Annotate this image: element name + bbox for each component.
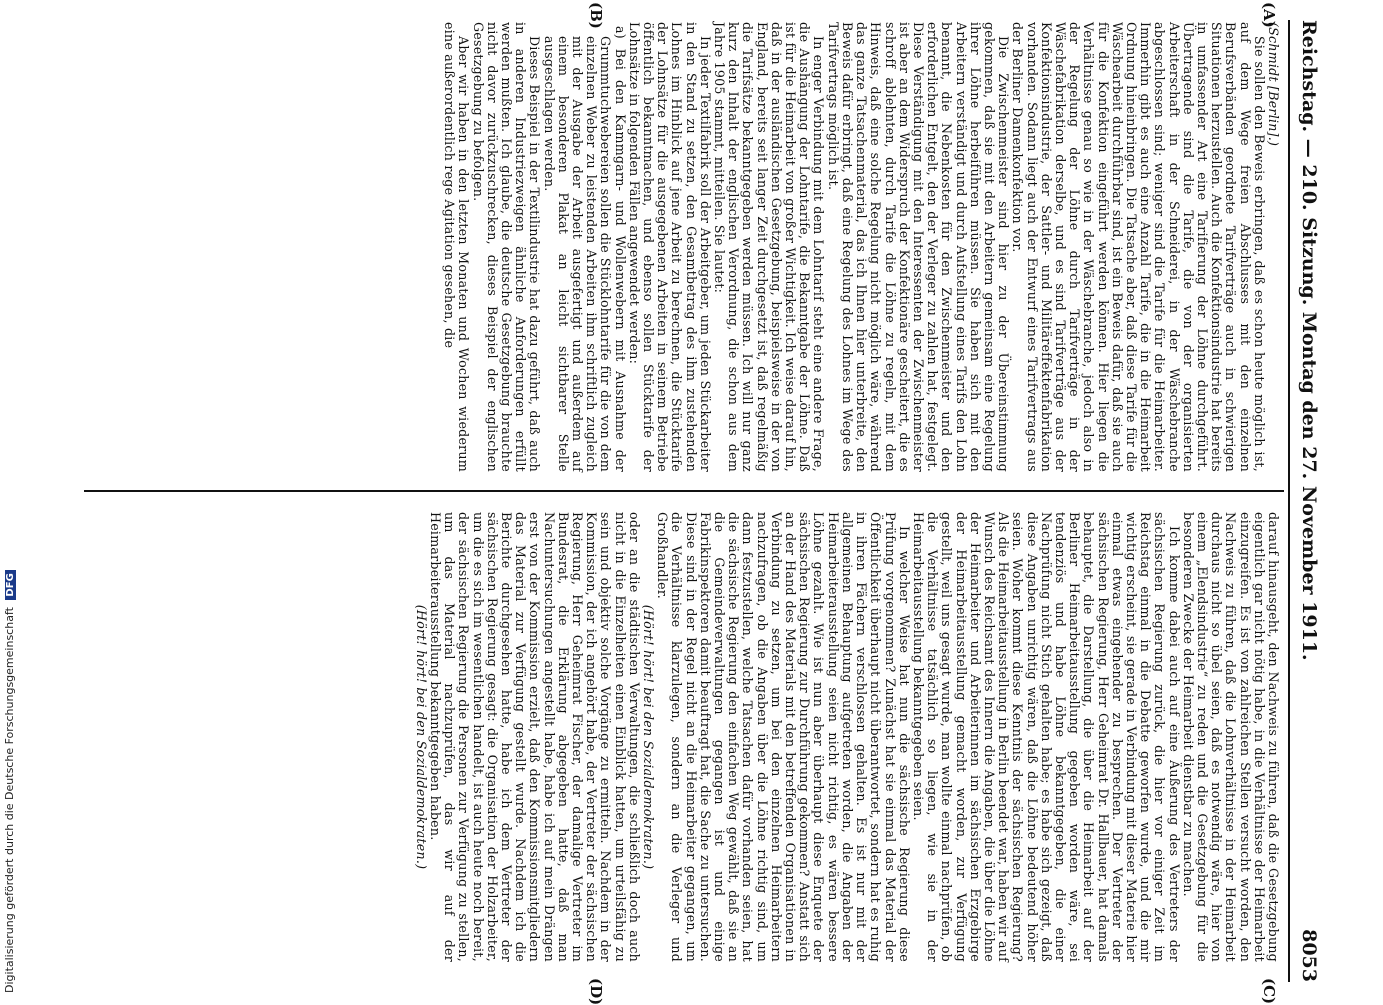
paragraph: Sie sollen den Beweis erbringen, daß es schon heute möglich ist, auf dem Wege freien Abschlusses mit den einzelnen Berufsverbänden geordnete Tarifverträge auch in schwierigen Situationen herzustellen. Auch die Konfektionsindustrie hat bereits in umfassender Art eine Tarifierung der Löhne durchgeführt. Übertragende sind die Tarife, die von der organisierten Arbeiterschaft in der Schneiderei, in der Wäschebranche abgeschlossen sind; weniger sind die Tarife für die Heimarbeiter. Immerhin gibt es auch eine Anzahl Tarife, die in die Heimarbeit Ordnung hineinbringen. Die Tatsache aber, daß diese Tarife für die Wäschearbeit durchführbar sind, ist ein Beweis dafür, daß sie auch für die Konfektion eingeführt werden können. Hier liegen die Verhältnisse genau so wie in der Wäschebranche, jedoch also in der Regelung der Löhne durch Tarifverträge in der Wäschefabrikation derselbe, und es sind Tarifverträge aus der Konfektionsindustrie, der Sattler- und Militäreffektenfabrikation vorhanden. Sodann liegt auch der Entwurf eines Tarifvertrags aus der Berliner Damenkonfektion vor. xyxy=(1010,22,1267,472)
header-title: Reichstag. — 210. Sitzung. Montag den 27. November 1911. xyxy=(1298,20,1320,661)
paragraph: Die Zwischenmeister sind hier zu der Übereinstimmung gekommen, daß sie mit den Arbeitern gemeinsam eine Regelung ihrer Löhne herbeiführen müssen. Sie haben sich mit den Arbeitern verständigt und durch Aufstellung eines Tarifs den Lohn benannt, die Nebenkosten für den Zwischenmeister und den erforderlichen Entgelt, den der Verleger zu zahlen hat, festgelegt. Diese Verständigung mit den Interessenten der Zwischenmeister ist aber an dem Widerspruch der Konfektionäre gescheitert, die es schroff ablehnten, durch Tarife die Löhne zu regeln, mit dem Hinweis, daß eine solche Regelung nicht möglich wäre, während das ganze Tatsachenmaterial, das ich Ihnen hier unterbreite, den Beweis dafür erbringt, daß eine Regelung des Lohnes im Wege des Tarifvertrags möglich ist. xyxy=(825,22,1012,472)
paragraph: darauf hinausgeht, den Nachweis zu führen, daß die Gesetzgebung eigentlich gar nicht nötig habe, in die Verhältnisse der Heimarbeit einzugreifen. Es ist von zahlreichen Stellen versucht worden, den Nachweis zu führen, daß die Lohnverhältnisse in der Heimarbeit durchaus nicht so übel seien, daß es notwendig wäre, hier von einem „Elendsindustrie“ zu reden und die Gesetzgebung für die besonderen Zwecke der Heimarbeit dienstbar zu machen. xyxy=(1180,512,1281,962)
speaker-name: (Schmidt [Berlin].) xyxy=(1266,22,1281,147)
left-column xyxy=(442,22,1280,472)
paragraph: Dieses Beispiel in der Textilindustrie hat dazu geführt, daß auch in anderen Industriezweigen ähnliche Anforderungen erfüllt werden mußten. Ich glaube, die deutsche Gesetzgebung brauchte nicht davor zurückzuschrecken, dieses Beispiel der englischen Gesetzgebung zu befolgen. xyxy=(470,22,543,472)
paragraph: Ich komme dabei auch auf eine Äußerung des Vertreters der sächsischen Regierung zurück, die hier vor einiger Zeit im Reichstag einmal in die Debatte geworfen wurde, und die mir wichtig erscheint, sie gerade in Verbindung mit dieser Materie hier einmal etwas eingehender zu besprechen. Der Vertreter der sächsischen Regierung, Herr Geheimrat Dr. Hallbauer, hat damals behauptet, die Darstellung, die über die Heimarbeit auf der Berliner Heimarbeitausstellung gegeben worden wäre, sei tendenziös und habe Löhne bekanntgegeben, die einer Nachprüfung nicht Stich gehalten habe; es habe sich gezeigt, daß diese Angaben unrichtig wären, daß die Löhne bedeutend höher seien. Woher kommt diese Kenntnis der sächsischen Regierung? Als die Heimarbeitausstellung in Berlin beendet war, haben wir auf Wunsch des Reichsamt des Innern die Angaben, die über die Löhne der Heimarbeiter und Arbeiterinnen im sächsischen Erzgebirge der Heimarbeitausstellung gemacht worden, zur Verfügung gestellt, weil uns gesagt wurde, man wollte einmal nachprüfen, ob die Verhältnisse tatsächlich so liegen, wie sie in der Heimarbeitausstellung bekanntgegeben seien. xyxy=(910,512,1182,962)
credit-sidebar xyxy=(0,0,22,1000)
page-number: 8053 xyxy=(1298,929,1320,982)
paragraph: Aber wir haben in den letzten Monaten und Wochen wiederum eine außerordentlich rege Agitation gesehen, die xyxy=(442,22,472,472)
page-header xyxy=(1288,20,1324,982)
margin-letter-a: (A) xyxy=(1260,2,1278,28)
margin-letter-c: (C) xyxy=(1260,978,1278,1005)
dfg-logo: DFG xyxy=(5,570,16,599)
credit-text xyxy=(3,3,16,993)
column-divider xyxy=(84,490,1284,492)
interjection: (Hört! hört! bei den Sozialdemokraten.) xyxy=(413,604,429,870)
paragraph: In enger Verbindung mit dem Lohntarif steht eine andere Frage, die Aushängung der Lohntarife, die Bekanntgabe der Löhne. Daß ist für die Heimarbeit von großer Wichtigkeit. Ich weise darauf hin, daß in der ausländischen Gesetzgebung, beispielsweise in der von England, bereits seit langer Zeit durchgesetzt ist, daß regelmäßig die Tarifsätze bekanntgegeben werden müssen. Ich will nur ganz kurz den Inhalt der englischen Verordnung, die schon aus dem Jahre 1905 stammt, mitteilen. Sie lautet: xyxy=(712,22,827,472)
credit-label: Digitalisierung gefördert durch die Deutsche Forschungsgemeinschaft xyxy=(3,607,16,993)
margin-letter-d: (D) xyxy=(587,978,605,1005)
interjection: (Hört! hört! bei den Sozialdemokraten.) xyxy=(641,604,657,870)
paragraph: In welcher Weise hat nun die sächsische Regierung diese Prüfung vorgenommen? Zunächst hat sie einmal das Material der Öffentlichkeit überhaupt nicht überantwortet, sondern hat es ruhig in ihren Fächern verschlossen gehalten. Es ist nur mit der allgemeinen Behauptung aufgetreten worden, die Angaben der Heimarbeiterausstellung seien nicht richtig, es wären bessere Löhne gezahlt. Wie ist nun aber überhaupt diese Enquete der sächsischen Regierung zur Durchführung gekommen? Anstatt sich an der Hand des Materials mit den betreffenden Organisationen in Verbindung zu setzen, um bei den einzelnen Heimarbeitern nachzufragen, ob die Angaben über die Löhne richtig sind, um dann festzustellen, welche Tatsachen dafür vorhanden seien, hat die sächsische Regierung den einfachen Weg gewählt, daß sie an die Gemeindeverwaltungen gegangen ist und einige Fabrikinspektoren damit beauftragt hat, die Sache zu untersuchen. Diese sind in der Regel nicht an die Heimarbeiter gegangen, um die Verhältnisse klarzulegen, sondern an die Verleger und Großhandler. xyxy=(655,512,912,962)
right-column xyxy=(414,512,1280,962)
quoted-paragraph: In jeder Textilfabrik soll der Arbeitgeber, um jeden Stückarbeiter in den Stand zu setzen, den Gesamtbetrag des ihm zustehenden Lohnes im Hinblick auf jene Arbeit zu berechnen, die Stücktarife der Lohnsätze für die ausgegebenen Arbeiten in seinem Betriebe öffentlich bekanntmachen, und ebenso sollen Stücktarife der Lohnsätze in folgenden Fällen angewendet werden: xyxy=(626,22,713,472)
paragraph: oder an die städtischen Verwaltungen, die schließlich doch auch nicht in die Einzelheiten einen Einblick hatten, um urteilsfähig zu sein und objektiv solche Vorgänge zu ermitteln. Nachdem in der Kommission, der ich angehört habe, der Vertreter der sächsischen Regierung, Herr Geheimrat Fischer, der damalige Vertreter im Bundesrat, die Erklärung abgegeben hatte, daß man Nachuntersuchungen angestellt habe, habe ich auf mein Drängen erst von der Kommission erzielt, daß den Kommissionsmitgliedern das Material zur Verfügung gestellt wurde. Nachdem ich die Berichte durchgesehen hatte, habe ich dem Vertreter der sächsischen Regierung gesagt: die Organisation der Holzarbeiter, um die es sich im wesentlichen handelt, ist auch heute noch bereit, der sächsischen Regierung die Personen zur Verfügung zu stellen, um das Material nachzuprüfen, das wir auf der Heimarbeiterausstellung bekanntgegeben haben. xyxy=(428,512,642,962)
margin-letter-b: (B) xyxy=(587,2,605,29)
scanned-page xyxy=(60,0,1330,1005)
quoted-list-item: a) Bei den Kammgarn- und Wollenwebern mit Ausnahme der Grummtuchwebereien sollen die Stücklohntarife für die von dem einzelnen Weber zu leistenden Arbeiten ihm schriftlich zugleich mit der Ausgabe der Arbeit ausgefertigt und außerdem auf einem besonderen Plakat an leicht sichtbarer Stelle ausgeschlagen werden. xyxy=(541,26,628,472)
